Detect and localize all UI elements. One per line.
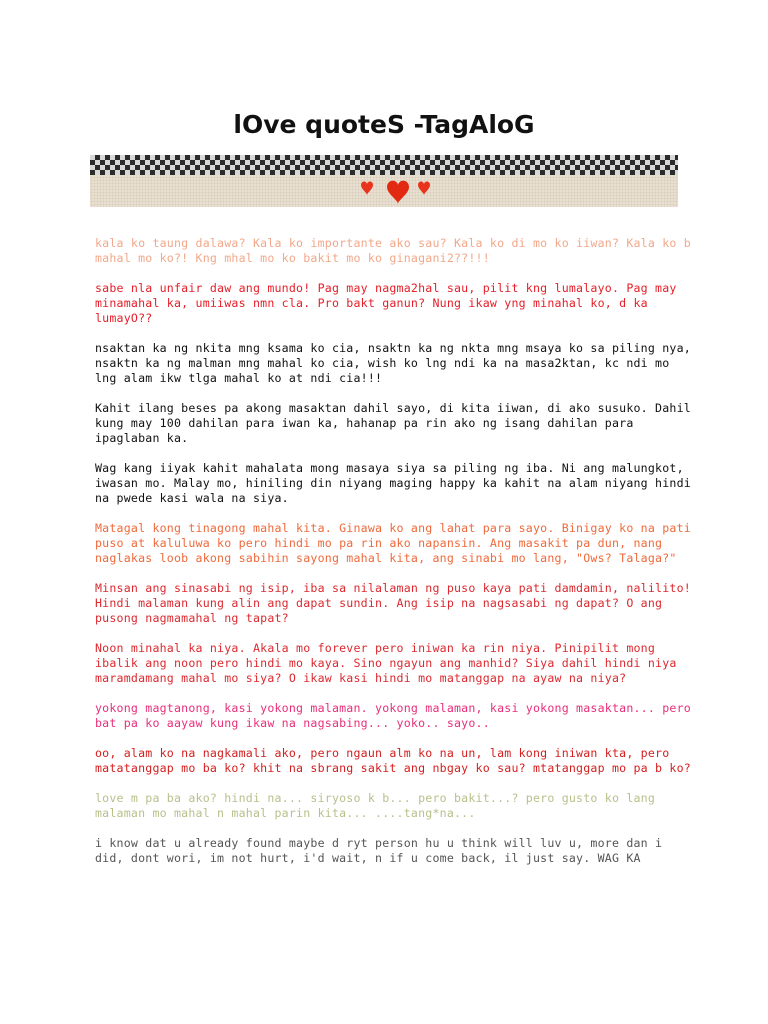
- heart-icon: [418, 181, 430, 195]
- decorative-banner: [90, 155, 678, 207]
- quote-paragraph: Matagal kong tinagong mahal kita. Ginawa ko ang lahat para sayo. Binigay ko na pati puso at kaluluwa ko pero hindi mo pa rin ako napansin. Ang masakit pa dun, nang naglakas loob akong sabihin sayong mahal kita, ang sinabi mo lang, "Ows? Talaga?": [95, 521, 691, 565]
- quote-paragraph: Kahit ilang beses pa akong masaktan dahil sayo, di kita iiwan, di ako susuko. Dahil kung may 100 dahilan para iwan ka, hahanap pa rin ako ng isang dahilan para ipaglaban ka.: [95, 401, 691, 445]
- quote-paragraph: nsaktan ka ng nkita mng ksama ko cia, nsaktn ka ng nkta mng msaya ko sa piling nya, nsaktn ka ng malman mng mahal ko cia, wish ko lng ndi ka na masa2ktan, kc ndi mo lng alam ikw tlga mahal ko at ndi cia!!!: [95, 341, 691, 385]
- quote-paragraph: Wag kang iiyak kahit mahalata mong masaya siya sa piling ng iba. Ni ang malungkot, iwasan mo. Malay mo, hiniling din niyang maging happy ka kahit na alam niyang hindi na pwede kasi wala na siya.: [95, 461, 691, 505]
- quote-paragraph: yokong magtanong, kasi yokong malaman. yokong malaman, kasi yokong masaktan... pero bat pa ko aayaw kung ikaw na nagsabing... yoko.. sayo..: [95, 701, 691, 730]
- hearts-group: [90, 175, 678, 207]
- heart-icon: [387, 181, 409, 204]
- quotes-list: [95, 236, 695, 881]
- heart-icon: [361, 181, 373, 195]
- quote-paragraph: love m pa ba ako? hindi na... siryoso k b... pero bakit...? pero gusto ko lang malaman mo mahal n mahal parin kita... ....tang*na...: [95, 791, 656, 820]
- quote-paragraph: kala ko taung dalawa? Kala ko importante ako sau? Kala ko di mo ko iiwan? Kala ko b mahal mo ko?! Kng mhal mo ko bakit mo ko ginagani2??!!!: [95, 236, 691, 265]
- quote-paragraph: i know dat u already found maybe d ryt person hu u think will luv u, more dan i did, dont wori, im not hurt, i'd wait, n if u come back, il just say. WAG KA: [95, 836, 663, 865]
- quote-paragraph: Minsan ang sinasabi ng isip, iba sa nilalaman ng puso kaya pati damdamin, nalilito! Hindi malaman kung alin ang dapat sundin. Ang isip na nagsasabi ng dapat? O ang pusong nagmamahal ng tapat?: [95, 581, 691, 625]
- checkered-border: [90, 155, 678, 175]
- quote-paragraph: sabe nla unfair daw ang mundo! Pag may nagma2hal sau, pilit kng lumalayo. Pag may minamahal ka, umiiwas nmn cla. Pro bakt ganun? Nung ikaw yng minahal ko, d ka lumayO??: [95, 281, 677, 325]
- page-title: lOve quoteS -TagAloG: [233, 110, 535, 139]
- quote-paragraph: oo, alam ko na nagkamali ako, pero ngaun alm ko na un, lam kong iniwan kta, pero matatanggap mo ba ko? khit na sbrang sakit ang nbgay ko sau? mtatanggap mo pa b ko?: [95, 746, 691, 775]
- quote-paragraph: Noon minahal ka niya. Akala mo forever pero iniwan ka rin niya. Pinipilit mong ibalik ang noon pero hindi mo kaya. Sino ngayun ang manhid? Siya dahil hindi niya maramdamang mahal mo siya? O ikaw kasi hindi mo matanggap na ayaw na niya?: [95, 641, 677, 685]
